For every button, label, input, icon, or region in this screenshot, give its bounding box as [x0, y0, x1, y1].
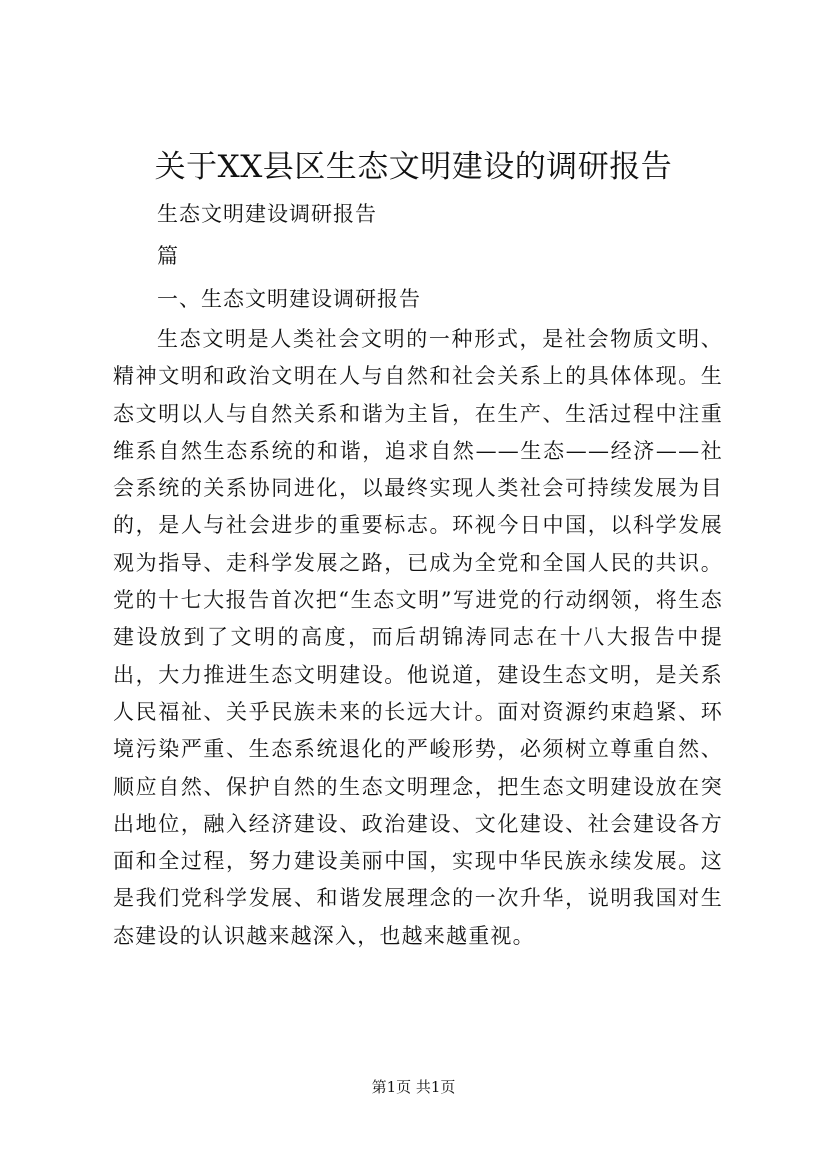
page-number-footer: 第1页 共1页 [371, 1078, 456, 1096]
section-marker: 篇 [157, 244, 179, 268]
body-paragraph: 生态文明是人类社会文明的一种形式，是社会物质文明、精神文明和政治文明在人与自然和社会关系上的具体体现。生态文明以人与自然关系和谐为主旨，在生产、生活过程中注重维系自然生态系统的和谐，追求自然——生态——经济——社会系统的关系协同进化，以最终实现人类社会可持续发展为目的，是人与社会进步的重要标志。环视今日中国，以科学发展观为指导、走科学发展之路，已成为全党和全国人民的共识。党的十七大报告首次把“生态文明”写进党的行动纲领，将生态建设放到了文明的高度，而后胡锦涛同志在十八大报告中提出，大力推进生态文明建设。他说道，建设生态文明，是关系人民福祉、关乎民族未来的长远大计。面对资源约束趋紧、环境污染严重、生态系统退化的严峻形势，必须树立尊重自然、顺应自然、保护自然的生态文明理念，把生态文明建设放在突出地位，融入经济建设、政治建设、文化建设、社会建设各方面和全过程，努力建设美丽中国，实现中华民族永续发展。这是我们党科学发展、和谐发展理念的一次升华，说明我国对生态建设的认识越来越深入，也越来越重视。 [113, 327, 723, 948]
section-heading: 一、生态文明建设调研报告 [157, 287, 421, 311]
document-subtitle: 生态文明建设调研报告 [157, 202, 377, 226]
document-title: 关于XX县区生态文明建设的调研报告 [154, 149, 673, 185]
